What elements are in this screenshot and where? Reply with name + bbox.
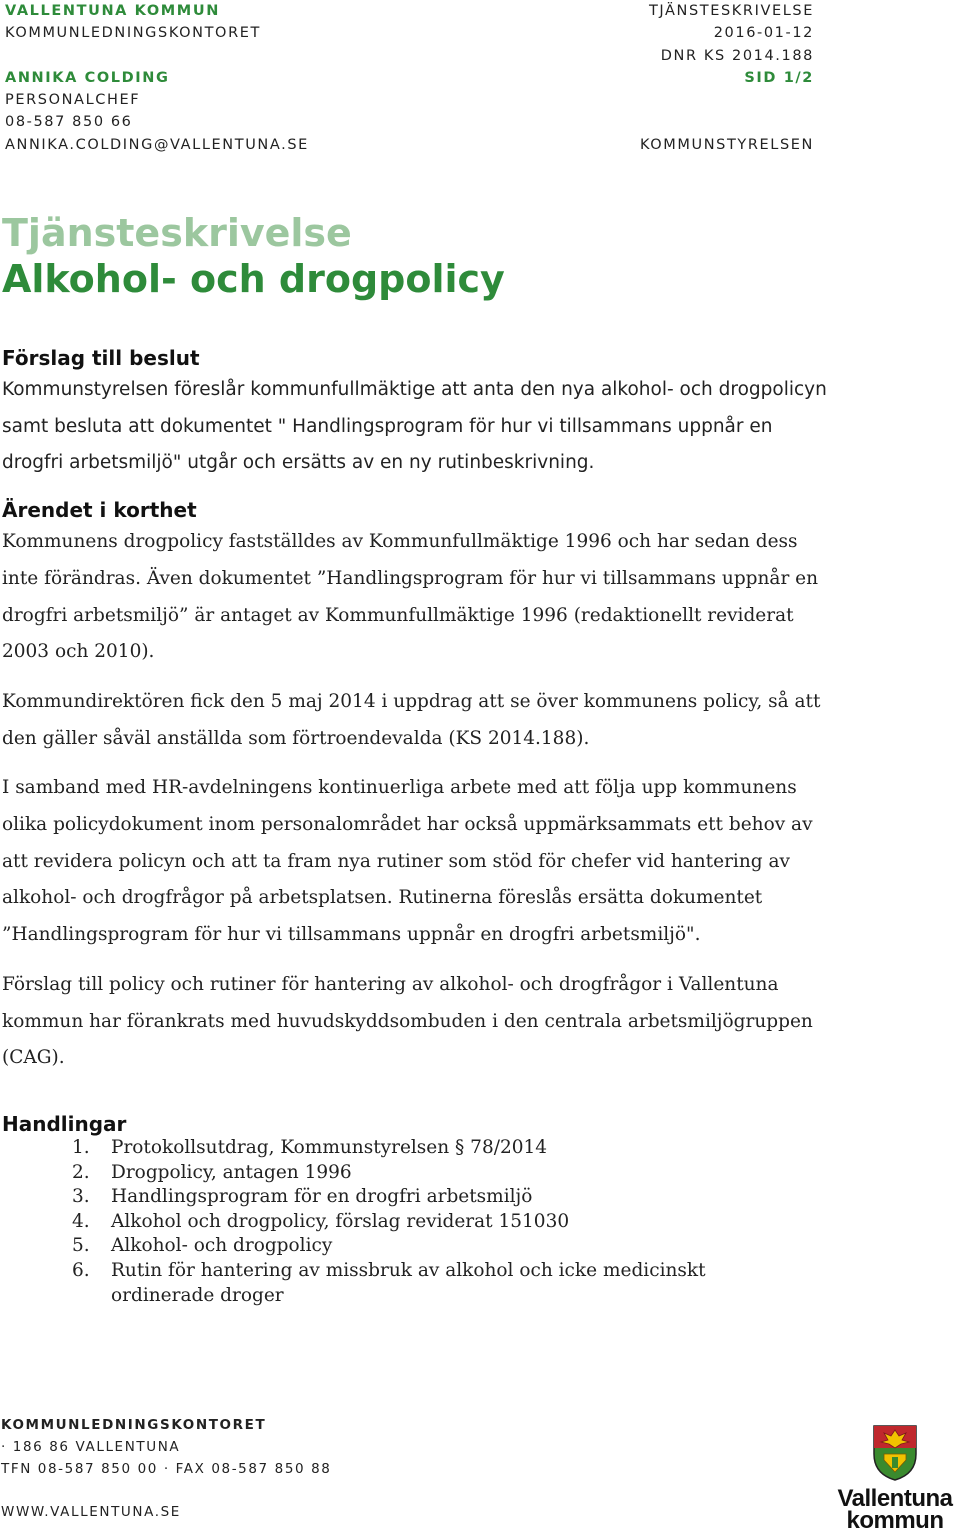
list-item-text: Alkohol- och drogpolicy — [111, 1235, 333, 1257]
list-item — [72, 1234, 751, 1259]
list-item-text: Rutin för hantering av missbruk av alkohol och icke medicinskt ordinerade droger — [111, 1259, 706, 1306]
list-item-text: Handlingsprogram för en drogfri arbetsmiljö — [111, 1186, 533, 1208]
municipal-crest-icon — [872, 1424, 918, 1482]
list-item-number: 5. — [72, 1235, 90, 1257]
doc-date: 2016-01-12 — [713, 25, 814, 42]
header-left — [5, 0, 309, 156]
handlingar-list — [72, 1136, 751, 1308]
main-content — [2, 344, 832, 1077]
author-title: PERSONALCHEF — [5, 92, 141, 109]
title-line-2: Alkohol- och drogpolicy — [2, 257, 505, 301]
header-right — [640, 0, 814, 156]
title-line-1: Tjänsteskrivelse — [2, 211, 352, 255]
arendet-paragraph-1: Kommunens drogpolicy fastställdes av Kommunfullmäktige 1996 och har sedan dess inte förändras. Även dokumentet ”Handlingsprogram för hur vi tillsammans uppnår en drogfri arbetsmiljö” är antaget av Kommunfullmäktige 1996 (redaktionellt reviderat 2003 och 2010). — [2, 531, 819, 663]
footer-phone-fax: TFN 08-587 850 00 · FAX 08-587 850 88 — [1, 1460, 332, 1477]
list-item-number: 3. — [72, 1186, 90, 1208]
list-item-text: Drogpolicy, antagen 1996 — [111, 1161, 352, 1183]
list-item — [72, 1136, 751, 1161]
footer-address: · 186 86 VALLENTUNA — [1, 1438, 181, 1455]
forslag-heading: Förslag till beslut — [2, 346, 200, 370]
author-email[interactable]: ANNIKA.COLDING@VALLENTUNA.SE — [5, 136, 309, 153]
document-title — [2, 210, 505, 302]
list-item-number: 4. — [72, 1210, 90, 1232]
logo-wordmark — [832, 1485, 958, 1534]
list-item — [72, 1161, 751, 1186]
list-item-number: 6. — [72, 1259, 90, 1281]
forslag-text: Kommunstyrelsen föreslår kommunfullmäktige att anta den nya alkohol- och drogpolicyn samt besluta att dokumentet " Handlingsprogram för hur vi tillsammans uppnår en drogfri arbetsmiljö" utgår och ersätts av en ny rutinbeskrivning. — [2, 379, 827, 474]
footer-office: KOMMUNLEDNINGSKONTORET — [1, 1417, 267, 1433]
doc-dnr: DNR KS 2014.188 — [660, 47, 814, 64]
footer-website-link[interactable]: WWW.VALLENTUNA.SE — [1, 1504, 181, 1521]
list-item-number: 1. — [72, 1137, 90, 1158]
office-name: KOMMUNLEDNINGSKONTORET — [5, 25, 261, 42]
list-item-text: Alkohol och drogpolicy, förslag reviderat 151030 — [111, 1210, 570, 1232]
author-name: ANNIKA COLDING — [5, 69, 170, 86]
doc-type: TJÄNSTESKRIVELSE — [648, 3, 814, 19]
logo-line-1: Vallentuna — [837, 1485, 953, 1512]
list-item — [72, 1210, 751, 1235]
arendet-paragraph-3: I samband med HR-avdelningens kontinuerliga arbete med att följa upp kommunens olika policydokument inom personalområdet har också uppmärksammats ett behov av att revidera policyn och att ta fram nya rutiner som stöd för chefer vid hantering av alkohol- och drogfrågor på arbetsplatsen. Rutinerna föreslås ersätta dokumentet ”Handlingsprogram för hur vi tillsammans uppnår en drogfri arbetsmiljö". — [2, 777, 813, 946]
footer — [1, 1415, 331, 1524]
arendet-heading: Ärendet i korthet — [2, 498, 197, 523]
arendet-paragraph-4: Förslag till policy och rutiner för hantering av alkohol- och drogfrågor i Vallentuna kommun har förankrats med huvudskyddsombuden i den centrala arbetsmiljögruppen (CAG). — [2, 973, 813, 1069]
vallentuna-logo — [832, 1424, 958, 1536]
logo-line-2: kommun — [846, 1507, 944, 1534]
recipient: KOMMUNSTYRELSEN — [639, 136, 814, 153]
list-item-number: 2. — [72, 1161, 90, 1183]
arendet-paragraph-2: Kommundirektören fick den 5 maj 2014 i uppdrag att se över kommunens policy, så att den gäller såväl anställda som förtroendevalda (KS 2014.188). — [2, 690, 821, 749]
org-name: VALLENTUNA KOMMUN — [5, 3, 220, 19]
list-item — [72, 1259, 751, 1308]
list-item — [72, 1185, 751, 1210]
author-phone: 08-587 850 66 — [5, 114, 133, 131]
list-item-text: Protokollsutdrag, Kommunstyrelsen § 78/2014 — [111, 1137, 548, 1158]
page-number: SID 1/2 — [744, 69, 814, 86]
handlingar-heading: Handlingar — [2, 1112, 127, 1136]
